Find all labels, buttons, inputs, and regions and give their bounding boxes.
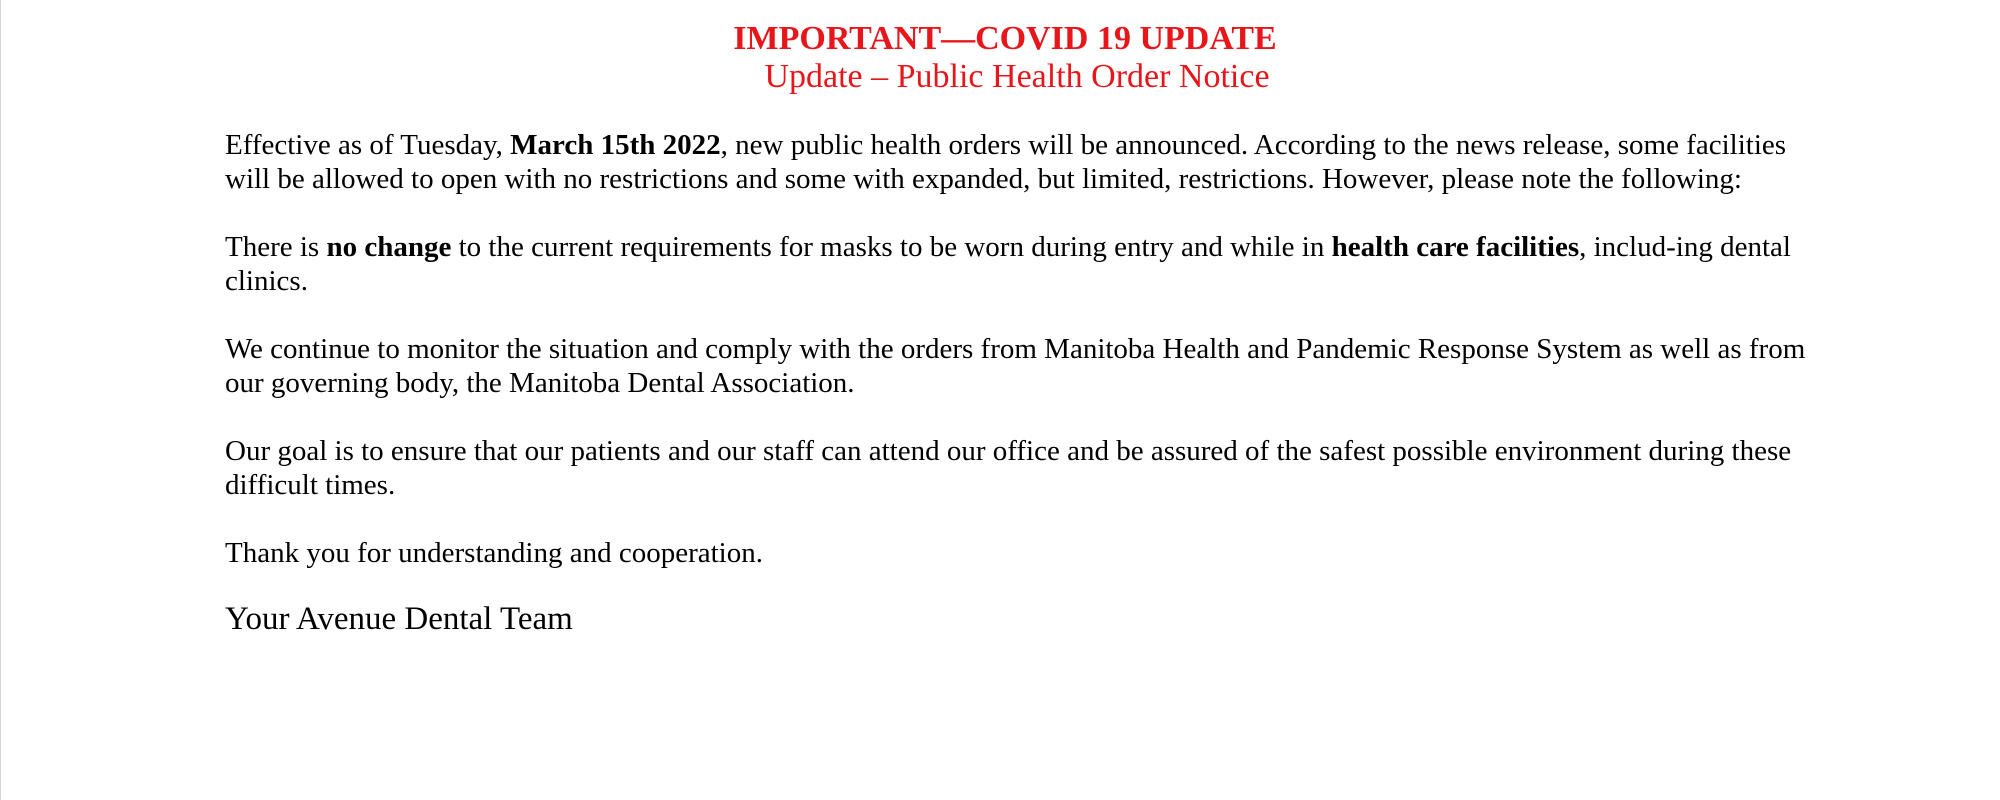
page-left-border (0, 0, 1, 800)
paragraph-text: , new public health orders will be announced. According to the news release, some facilities will be allowed to open with no restrictions and some with expanded, but limited, restrictions. However, please note the following: (225, 129, 1787, 195)
paragraph-effective-date (225, 128, 1835, 196)
effective-date: March 15th 2022 (510, 129, 721, 161)
notice-title: IMPORTANT—COVID 19 UPDATE (733, 20, 1277, 57)
paragraph-text: , includ-ing dental clinics. (225, 231, 1791, 297)
paragraph-thanks: Thank you for understanding and cooperation. (225, 537, 763, 569)
paragraph-text: Effective as of Tuesday, (225, 129, 511, 161)
emphasis-no-change: no change (326, 231, 452, 263)
paragraph-mask-requirements (225, 230, 1835, 298)
paragraph-goal: Our goal is to ensure that our patients and our staff can attend our office and be assured of the safest possible environment during these difficult times. (225, 435, 1792, 501)
paragraph-monitoring: We continue to monitor the situation and comply with the orders from Manitoba Health and Pandemic Response System as well as from our governing body, the Manitoba Dental Association. (225, 333, 1806, 399)
paragraph-text: to the current requirements for masks to be worn during entry and while in (451, 231, 1332, 263)
paragraph-text: There is (225, 231, 327, 263)
emphasis-health-care-facilities: health care facilities (1331, 231, 1580, 263)
covid-notice (225, 20, 1835, 638)
notice-subtitle: Update – Public Health Order Notice (764, 58, 1270, 95)
notice-heading (175, 20, 1835, 96)
signoff: Your Avenue Dental Team (225, 601, 573, 637)
